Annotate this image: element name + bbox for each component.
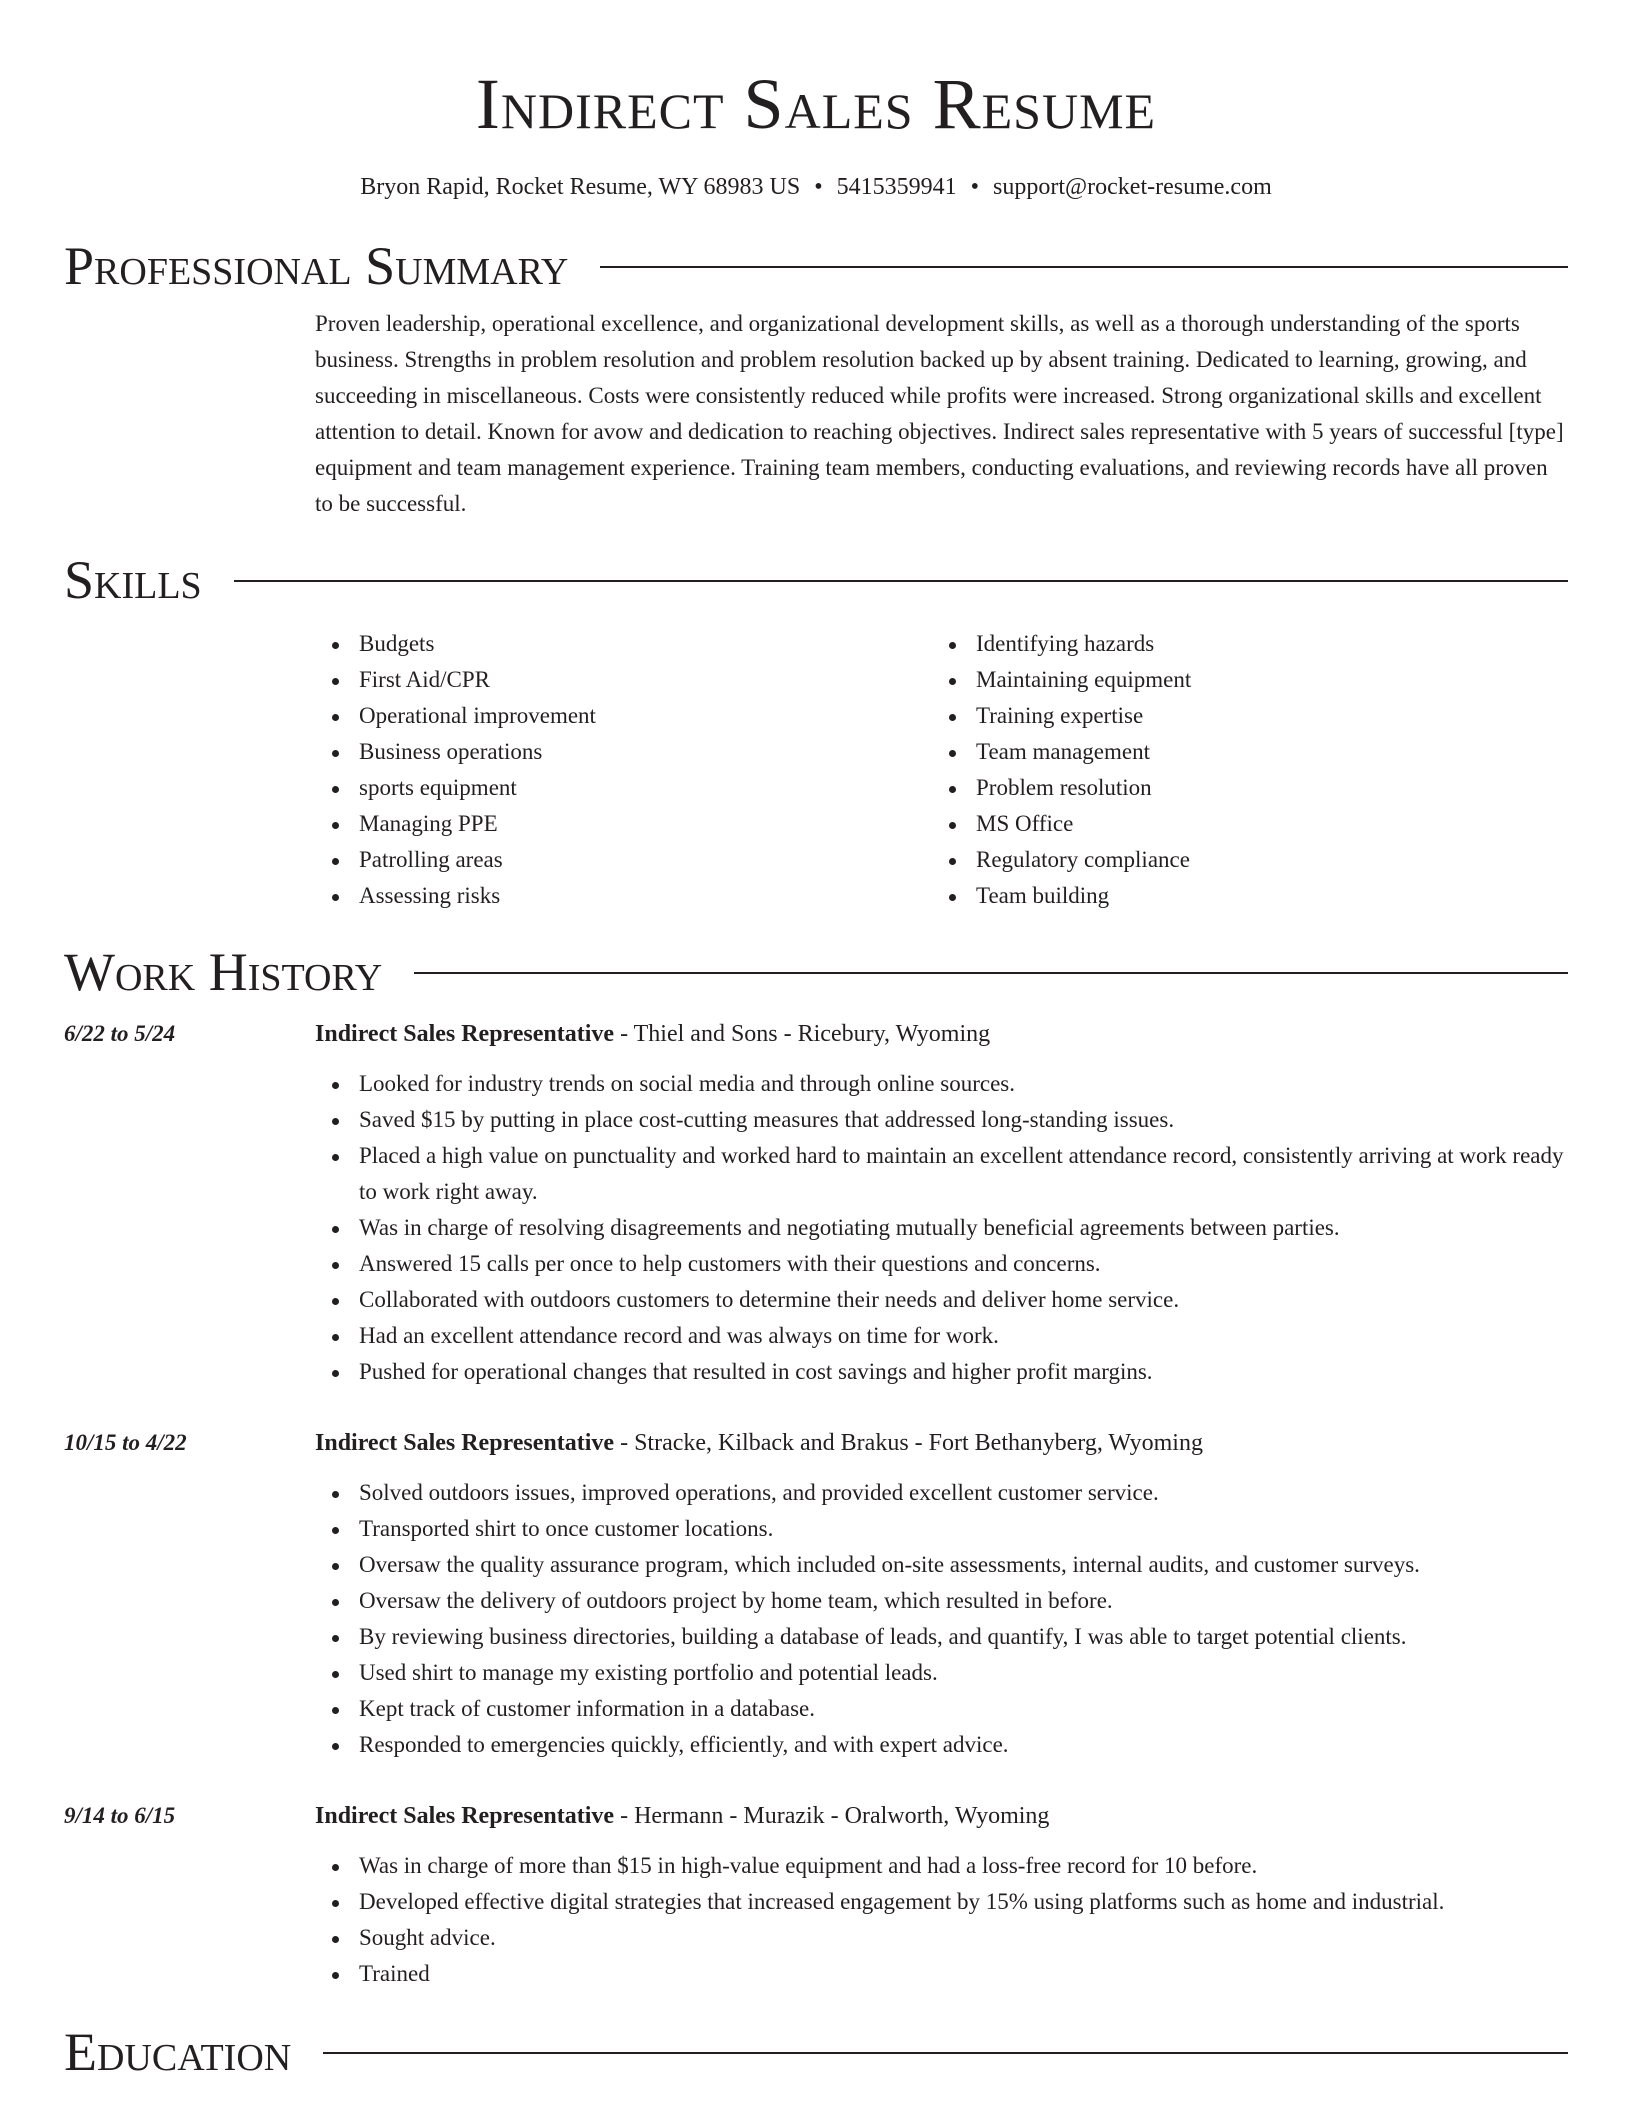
skill-item: Training expertise: [932, 698, 1549, 734]
skill-item: Team management: [932, 734, 1549, 770]
document-title: Indirect Sales Resume: [475, 64, 1157, 144]
job-bullet: Saved $15 by putting in place cost-cutting measures that addressed long-standing issues.: [315, 1102, 1568, 1138]
contact-line: [64, 170, 1568, 204]
job-bullet: Answered 15 calls per once to help customers with their questions and concerns.: [315, 1246, 1568, 1282]
skills-section-header: [64, 548, 1568, 612]
job-bullet: Sought advice.: [315, 1920, 1568, 1956]
contact-separator: •: [970, 174, 980, 200]
section-divider: [414, 972, 1568, 974]
job-bullet: Oversaw the quality assurance program, which included on-site assessments, internal audits, and customer surveys.: [315, 1547, 1568, 1583]
job-bullet: Had an excellent attendance record and was always on time for work.: [315, 1318, 1568, 1354]
skill-item: Business operations: [315, 734, 932, 770]
skills-column-left: [315, 626, 932, 914]
skill-item: Maintaining equipment: [932, 662, 1549, 698]
job-employer: - Stracke, Kilback and Brakus - Fort Bethanyberg, Wyoming: [614, 1430, 1203, 1456]
contact-phone: 5415359941: [836, 174, 957, 200]
job-header: [315, 1425, 1568, 1461]
resume-page: [64, 0, 1568, 2084]
job-title: Indirect Sales Representative: [315, 1021, 615, 1047]
job-bullet: Pushed for operational changes that resulted in cost savings and higher profit margins.: [315, 1354, 1568, 1390]
education-section-header: [64, 2020, 1568, 2084]
job-dates: 9/14 to 6/15: [64, 1803, 176, 1828]
job-bullet: Developed effective digital strategies that increased engagement by 15% using platforms such as home and industrial.: [315, 1884, 1568, 1920]
job-bullet: Trained: [315, 1956, 1568, 1992]
skill-item: Operational improvement: [315, 698, 932, 734]
job-dates: 6/22 to 5/24: [64, 1021, 176, 1046]
work-heading: Work History: [64, 942, 383, 1002]
skill-item: Regulatory compliance: [932, 842, 1549, 878]
job-entry: [64, 1798, 1568, 1992]
job-title: Indirect Sales Representative: [315, 1803, 615, 1829]
job-entry: [64, 1425, 1568, 1763]
job-dates: 10/15 to 4/22: [64, 1430, 187, 1455]
contact-separator: •: [814, 174, 823, 200]
job-bullet: Was in charge of resolving disagreements and negotiating mutually beneficial agreements between parties.: [315, 1210, 1568, 1246]
skill-item: Patrolling areas: [315, 842, 932, 878]
section-divider: [323, 2052, 1568, 2054]
section-divider: [600, 266, 1568, 268]
contact-address: Bryon Rapid, Rocket Resume, WY 68983 US: [360, 174, 801, 200]
skill-item: Managing PPE: [315, 806, 932, 842]
section-divider: [234, 580, 1568, 582]
job-title: Indirect Sales Representative: [315, 1430, 615, 1456]
job-employer: - Hermann - Murazik - Oralworth, Wyoming: [614, 1803, 1050, 1829]
skill-item: Identifying hazards: [932, 626, 1549, 662]
contact-email[interactable]: support@rocket-resume.com: [993, 174, 1272, 200]
job-bullet: Used shirt to manage my existing portfolio and potential leads.: [315, 1655, 1568, 1691]
work-section-header: [64, 940, 1568, 1004]
skills-list: [315, 626, 1568, 914]
job-bullet: Was in charge of more than $15 in high-value equipment and had a loss-free record for 10 before.: [315, 1848, 1568, 1884]
job-bullet: Placed a high value on punctuality and worked hard to maintain an excellent attendance record, consistently arriving at work ready to work right away.: [315, 1138, 1568, 1210]
job-bullet: Responded to emergencies quickly, efficiently, and with expert advice.: [315, 1727, 1568, 1763]
job-bullet: Collaborated with outdoors customers to determine their needs and deliver home service.: [315, 1282, 1568, 1318]
skills-column-right: [932, 626, 1549, 914]
education-heading: Education: [64, 2022, 292, 2082]
job-header: [315, 1016, 1568, 1052]
summary-text: Proven leadership, operational excellence, and organizational development skills, as well as a thorough understanding of the sports business. Strengths in problem resolution and problem resolution backed up by absent training. Dedicated to learning, growing, and succeeding in miscellaneous. Costs were consistently reduced while profits were increased. Strong organizational skills and excellent attention to detail. Known for avow and dedication to reaching objectives. Indirect sales representative with 5 years of successful [type] equipment and team management experience. Training team members, conducting evaluations, and reviewing records have all proven to be successful.: [315, 311, 1564, 516]
skill-item: Team building: [932, 878, 1549, 914]
skill-item: MS Office: [932, 806, 1549, 842]
skill-item: Budgets: [315, 626, 932, 662]
job-bullet: Kept track of customer information in a database.: [315, 1691, 1568, 1727]
job-bullet: Looked for industry trends on social media and through online sources.: [315, 1066, 1568, 1102]
skill-item: Problem resolution: [932, 770, 1549, 806]
job-bullets: [315, 1475, 1568, 1763]
summary-heading: Professional Summary: [64, 236, 569, 296]
skill-item: sports equipment: [315, 770, 932, 806]
job-bullets: [315, 1848, 1568, 1992]
job-header: [315, 1798, 1568, 1834]
skills-heading: Skills: [64, 550, 202, 610]
skill-item: Assessing risks: [315, 878, 932, 914]
job-bullet: Oversaw the delivery of outdoors project by home team, which resulted in before.: [315, 1583, 1568, 1619]
job-entry: [64, 1016, 1568, 1390]
job-bullets: [315, 1066, 1568, 1390]
skill-item: First Aid/CPR: [315, 662, 932, 698]
summary-section-header: [64, 234, 1568, 298]
job-bullet: Transported shirt to once customer locations.: [315, 1511, 1568, 1547]
job-bullet: Solved outdoors issues, improved operations, and provided excellent customer service.: [315, 1475, 1568, 1511]
job-employer: - Thiel and Sons - Ricebury, Wyoming: [614, 1021, 991, 1047]
job-bullet: By reviewing business directories, building a database of leads, and quantify, I was able to target potential clients.: [315, 1619, 1568, 1655]
